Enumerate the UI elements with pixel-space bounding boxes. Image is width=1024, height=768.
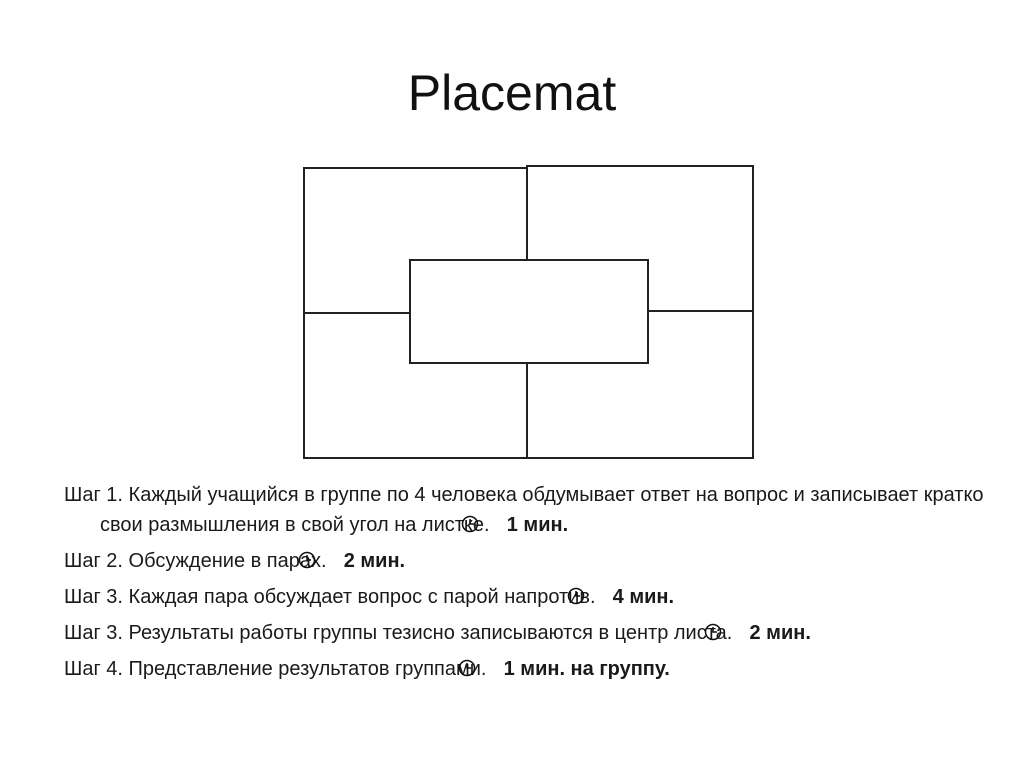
step-1 xyxy=(64,480,994,540)
step-3-time: 4 мин. xyxy=(612,586,675,608)
step-2-time: 2 мин. xyxy=(343,550,406,572)
step-5 xyxy=(64,654,994,684)
step-1-time: 1 мин. xyxy=(506,514,569,536)
steps-list xyxy=(64,480,994,690)
step-4-time: 2 мин. xyxy=(749,622,811,644)
step-4-text: Шаг 3. Результаты работы группы тезисно записываются в центр листа. xyxy=(64,622,733,644)
step-5-text: Шаг 4. Представление результатов группами. xyxy=(64,658,487,680)
step-4 xyxy=(64,618,994,648)
slide-title: Placemat xyxy=(407,65,617,121)
center-box xyxy=(410,260,648,363)
step-2-text: Шаг 2. Обсуждение в парах. xyxy=(64,550,327,572)
placemat-diagram xyxy=(300,163,760,463)
step-3-text: Шаг 3. Каждая пара обсуждает вопрос с парой напротив. xyxy=(64,586,596,608)
step-3 xyxy=(64,582,994,612)
step-2 xyxy=(64,546,994,576)
step-5-time: 1 мин. на группу. xyxy=(503,658,670,680)
step-1-text: Шаг 1. Каждый учащийся в группе по 4 человека обдумывает ответ на вопрос и записывает кратко свои размышления в свой угол на листке. xyxy=(64,484,984,536)
